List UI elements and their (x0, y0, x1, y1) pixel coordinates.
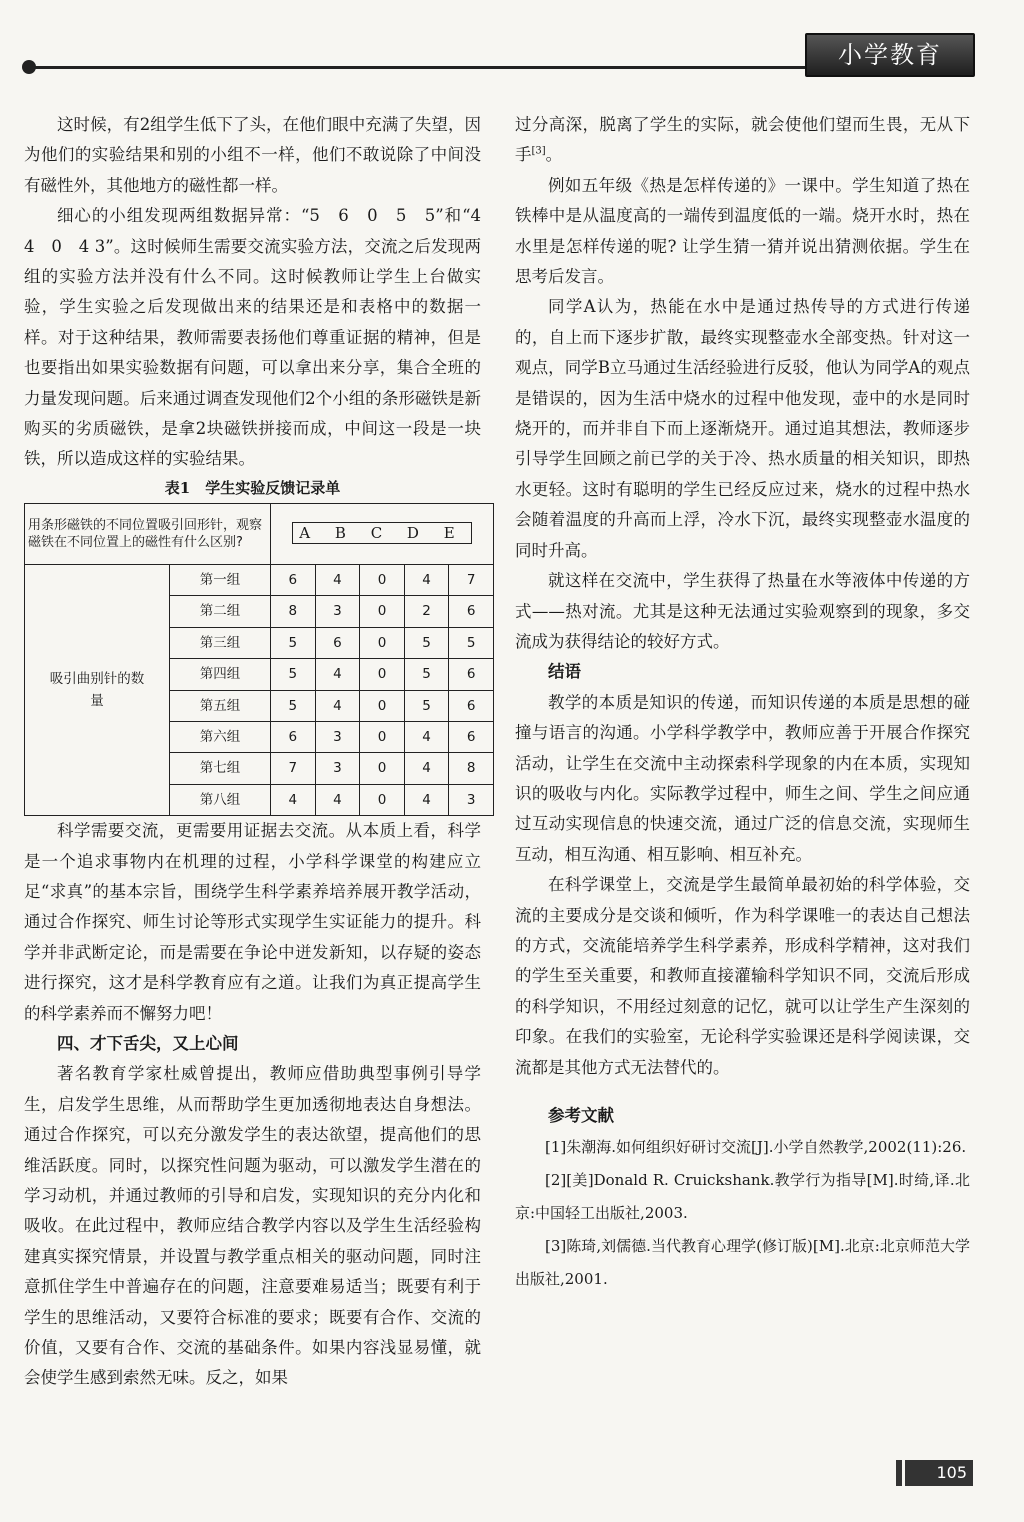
magnet-diagram-cell (271, 503, 494, 564)
table-cell: 6 (271, 721, 316, 752)
paragraph (515, 110, 970, 171)
table-cell: 4 (315, 659, 360, 690)
reference-item: [3]陈琦,刘儒德.当代教育心理学(修订版)[M].北京:北京师范大学出版社,2001. (515, 1237, 971, 1289)
group-label: 第四组 (170, 659, 271, 690)
table-cell: 4 (404, 784, 449, 815)
group-label: 第七组 (170, 753, 271, 784)
table-header-row (25, 503, 494, 564)
page-number: 105 (905, 1460, 973, 1486)
text-run: 。 (545, 145, 563, 165)
table-cell: 6 (449, 659, 494, 690)
table-cell: 3 (315, 596, 360, 627)
text-run: 过分高深，脱离了学生的实际，就会使他们望而生畏，无从下手 (515, 115, 970, 165)
references-heading: 参考文献 (548, 1106, 614, 1125)
experiment-table (24, 503, 494, 816)
group-label: 第六组 (170, 721, 271, 752)
table-cell: 5 (404, 659, 449, 690)
group-label: 第八组 (170, 784, 271, 815)
table-cell: 0 (360, 753, 405, 784)
row-header: 吸引曲别针的数量 (25, 564, 170, 815)
table-row (25, 564, 494, 595)
paragraph: 同学A认为，热能在水中是通过热传导的方式进行传递的，自上而下逐步扩散，最终实现整壶水全部变热。针对这一观点，同学B立马通过生活经验进行反驳，他认为同学A的观点是错误的，因为生活中烧水的过程中他发现，壶中的水是同时烧开的，而并非自下而上逐渐烧开。通过追其想法，教师逐步引导学生回顾之前已学的关于冷、热水质量的相关知识，即热水更轻。这时有聪明的学生已经反应过来，烧水的过程中热水会随着温度的升高而上浮，冷水下沉，最终实现整壶水温度的同时升高。 (515, 297, 970, 560)
table-cell: 7 (271, 753, 316, 784)
table-cell: 4 (404, 721, 449, 752)
table-cell: 4 (315, 564, 360, 595)
citation: [3] (531, 145, 546, 157)
table-cell: 0 (360, 690, 405, 721)
table-cell: 2 (404, 596, 449, 627)
table-cell: 3 (449, 784, 494, 815)
table-cell: 6 (271, 564, 316, 595)
table-cell: 5 (449, 627, 494, 658)
page-number-ornament (896, 1460, 902, 1486)
table-cell: 5 (404, 690, 449, 721)
table-cell: 4 (315, 690, 360, 721)
paragraph: 在科学课堂上，交流是学生最简单最初始的科学体验，交流的主要成分是交谈和倾听，作为科学课唯一的表达自己想法的方式，交流能培养学生科学素养，形成科学精神，这对我们的学生至关重要，和教师直接灌输科学知识不同，交流后形成的科学知识，不用经过刻意的记忆，就可以让学生产生深刻的印象。在我们的实验室，无论科学实验课还是科学阅读课，交流都是其他方式无法替代的。 (515, 875, 970, 1077)
table-cell: 0 (360, 721, 405, 752)
table-cell: 0 (360, 627, 405, 658)
table-cell: 6 (315, 627, 360, 658)
table-cell: 0 (360, 784, 405, 815)
table-cell: 8 (449, 753, 494, 784)
section-heading: 结语 (548, 662, 581, 682)
table-cell: 4 (315, 784, 360, 815)
paragraph: 例如五年级《热是怎样传递的》一课中。学生知道了热在铁棒中是从温度高的一端传到温度低的一端。烧开水时，热在水里是怎样传递的呢? 让学生猜一猜并说出猜测依据。学生在思考后发言。 (515, 175, 970, 287)
table-cell: 0 (360, 596, 405, 627)
table-cell: 7 (449, 564, 494, 595)
paragraph: 科学需要交流，更需要用证据去交流。从本质上看，科学是一个追求事物内在机理的过程，小学科学课堂的构建应立足“求真”的基本宗旨，围绕学生科学素养培养展开教学活动，通过合作探究、师生讨论等形式实现学生实证能力的提升。科学并非武断定论，而是需要在争论中迸发新知，以存疑的姿态进行探究，这才是科学教育应有之道。让我们为真正提高学生的科学素养而不懈努力吧！ (24, 821, 481, 1023)
table-cell: 3 (315, 721, 360, 752)
section-heading: 四、才下舌尖，又上心间 (57, 1033, 239, 1053)
table-cell: 5 (404, 627, 449, 658)
paragraph: 细心的小组发现两组数据异常：“5 6 0 5 5”和“4 4 0 4 3”。这时候师生需要交流实验方法，交流之后发现两组的实验方法并没有什么不同。这时候教师让学生上台做实验，学生实验之后发现做出来的结果还是和表格中的数据一样。对于这种结果，教师需要表扬他们尊重证据的精神，但是也要指出如果实验数据有问题，可以拿出来分享，集合全班的力量发现问题。后来通过调查发现他们2个小组的条形磁铁是新购买的劣质磁铁，是拿2块磁铁拼接而成，中间这一段是一块铁，所以造成这样的实验结果。 (24, 206, 498, 469)
section-label: 小学教育 (805, 33, 975, 77)
table-cell: 6 (449, 721, 494, 752)
table-cell: 3 (315, 753, 360, 784)
header-rule (30, 66, 805, 69)
group-label: 第一组 (170, 564, 271, 595)
table-cell: 4 (271, 784, 316, 815)
right-column (515, 110, 970, 1296)
table-cell: 8 (271, 596, 316, 627)
paragraph: 著名教育学家杜威曾提出，教师应借助典型事例引导学生，启发学生思维，从而帮助学生更加透彻地表达自身想法。通过合作探究，可以充分激发学生的表达欲望，提高他们的思维活跃度。同时，以探究性问题为驱动，可以激发学生潜在的学习动机，并通过教师的引导和启发，实现知识的充分内化和吸收。在此过程中，教师应结合教学内容以及学生生活经验构建真实探究情景，并设置与教学重点相关的驱动问题，同时注意抓住学生中普遍存在的问题，注意要难易适当；既要有利于学生的思维活动，又要符合标准的要求；既要有合作、交流的价值，又要有合作、交流的基础条件。如果内容浅显易懂，就会使学生感到索然无味。反之，如果 (24, 1064, 481, 1388)
table-cell: 5 (271, 690, 316, 721)
paragraph: 教学的本质是知识的传递，而知识传递的本质是思想的碰撞与语言的沟通。小学科学教学中，教师应善于开展合作探究活动，让学生在交流中主动探索科学现象的内在本质，实现知识的吸收与内化。实际教学过程中，师生之间、学生之间应通过互动实现信息的快速交流，通过广泛的信息交流，实现师生互动，相互沟通、相互影响、相互补充。 (515, 692, 970, 864)
group-label: 第二组 (170, 596, 271, 627)
reference-item: [2][美]Donald R. Cruickshank.教学行为指导[M].时绮,译.北京:中国轻工出版社,2003. (515, 1171, 970, 1223)
table-caption: 表1 学生实验反馈记录单 (164, 478, 341, 497)
table-cell: 4 (404, 564, 449, 595)
bar-magnet-diagram: A B C D E (292, 522, 471, 544)
table-cell: 0 (360, 564, 405, 595)
table-cell: 5 (271, 627, 316, 658)
references (515, 1101, 970, 1296)
group-label: 第五组 (170, 690, 271, 721)
group-label: 第三组 (170, 627, 271, 658)
table-cell: 5 (271, 659, 316, 690)
table-cell: 4 (404, 753, 449, 784)
reference-item: [1]朱潮海.如何组织好研讨交流[J].小学自然教学,2002(11):26. (545, 1138, 967, 1157)
table-cell: 0 (360, 659, 405, 690)
table-cell: 6 (449, 596, 494, 627)
paragraph: 这时候，有2组学生低下了头，在他们眼中充满了失望，因为他们的实验结果和别的小组不一样，他们不敢说除了中间没有磁性外，其他地方的磁性都一样。 (24, 115, 481, 195)
left-column (24, 110, 498, 1394)
paragraph: 就这样在交流中，学生获得了热量在水等液体中传递的方式——热对流。尤其是这种无法通过实验观察到的现象，多交流成为获得结论的较好方式。 (515, 571, 970, 651)
table-cell: 6 (449, 690, 494, 721)
table-question: 用条形磁铁的不同位置吸引回形针，观察磁铁在不同位置上的磁性有什么区别? (25, 503, 271, 564)
